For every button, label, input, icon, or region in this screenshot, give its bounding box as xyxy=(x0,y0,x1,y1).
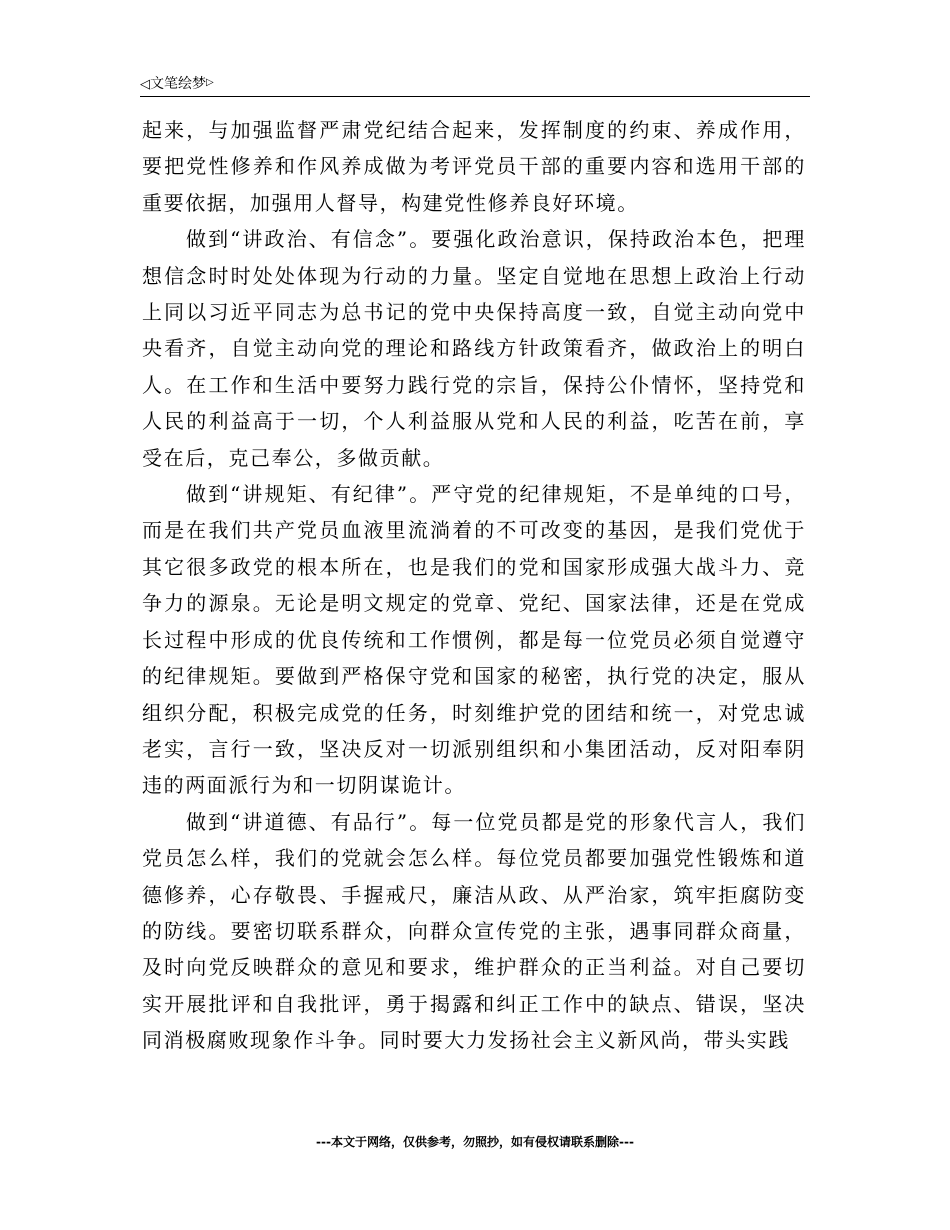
footer-disclaimer: ---本文于网络，仅供参考，勿照抄，如有侵权请联系删除--- xyxy=(316,1135,634,1149)
document-body xyxy=(142,112,806,1059)
brand-name: 文笔绘梦 xyxy=(150,76,206,92)
paragraph-continuation: 起来，与加强监督严肃党纪结合起来，发挥制度的约束、养成作用，要把党性修养和作风养成做为考评党员干部的重要内容和选用干部的重要依据，加强用人督导，构建党性修养良好环境。 xyxy=(142,118,806,215)
header-brand xyxy=(140,74,214,94)
page-header xyxy=(140,70,810,97)
paragraph-morality: 做到“讲道德、有品行”。每一位党员都是党的形象代言人，我们党员怎么样，我们的党就会怎么样。每位党员都要加强党性锻炼和道德修养，心存敬畏、手握戒尺，廉洁从政、从严治家，筑牢拒腐防变的防线。要密切联系群众，向群众宣传党的主张，遇事同群众商量，及时向党反映群众的意见和要求，维护群众的正当利益。对自己要切实开展批评和自我批评，勇于揭露和纠正工作中的缺点、错误，坚决同消极腐败现象作斗争。同时要大力发扬社会主义新风尚，带头实践 xyxy=(142,809,806,1053)
paragraph-politics: 做到“讲政治、有信念”。要强化政治意识，保持政治本色，把理想信念时时处处体现为行动的力量。坚定自觉地在思想上政治上行动上同以习近平同志为总书记的党中央保持高度一致，自觉主动向党中央看齐，自觉主动向党的理论和路线方针政策看齐，做政治上的明白人。在工作和生活中要努力践行党的宗旨，保持公仆情怀，坚持党和人民的利益高于一切，个人利益服从党和人民的利益，吃苦在前，享受在后，克己奉公，多做贡献。 xyxy=(142,227,806,470)
paragraph-discipline: 做到“讲规矩、有纪律”。严守党的纪律规矩，不是单纯的口号，而是在我们共产党员血液里流淌着的不可改变的基因，是我们党优于其它很多政党的根本所在，也是我们的党和国家形成强大战斗力、竞争力的源泉。无论是明文规定的党章、党纪、国家法律，还是在党成长过程中形成的优良传统和工作惯例，都是每一位党员必须自觉遵守的纪律规矩。要做到严格保守党和国家的秘密，执行党的决定，服从组织分配，积极完成党的任务，时刻维护党的团结和统一，对党忠诚老实，言行一致，坚决反对一切派别组织和小集团活动，反对阳奉阴违的两面派行为和一切阴谋诡计。 xyxy=(142,482,806,798)
left-triangle-icon: ◁ xyxy=(140,77,150,92)
right-triangle-icon: ▷ xyxy=(206,77,214,88)
